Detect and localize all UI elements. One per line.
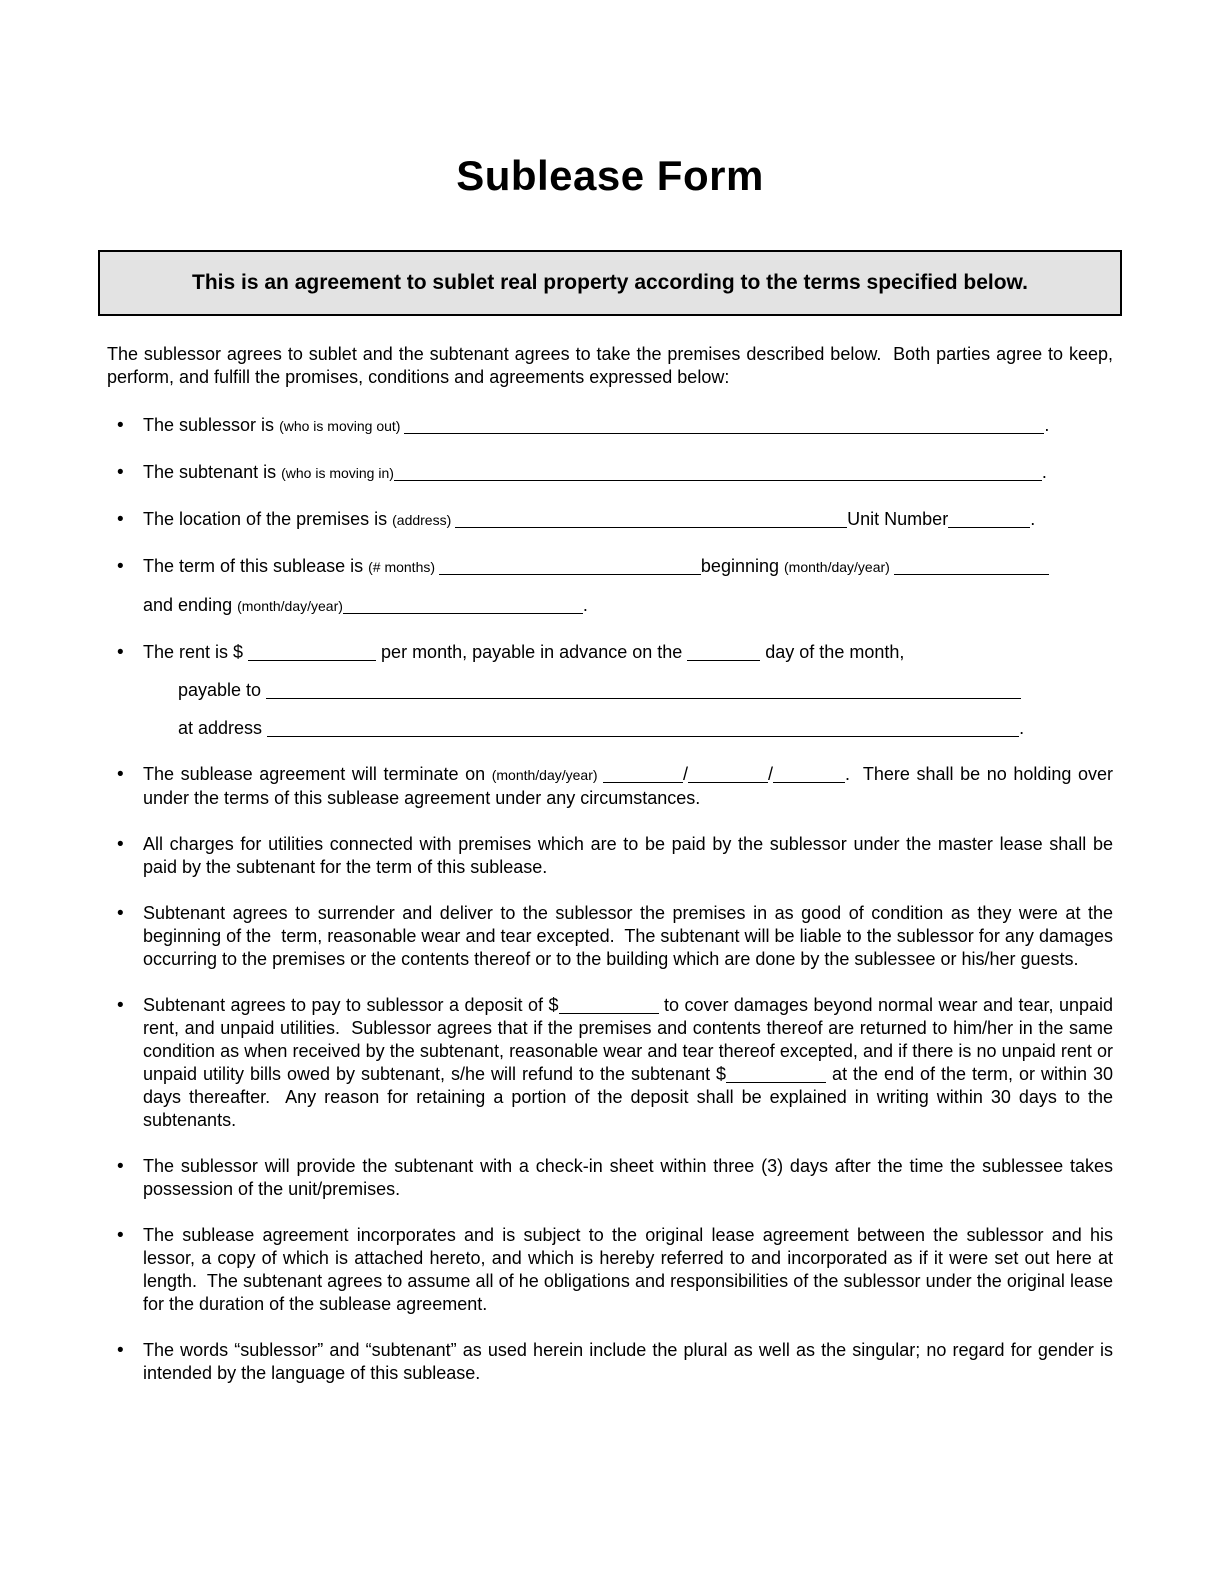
list-item — [107, 902, 1113, 971]
line — [178, 679, 1113, 702]
list-item — [107, 641, 1113, 740]
line — [178, 717, 1113, 740]
fill-in-blank — [559, 999, 659, 1014]
list-item — [107, 833, 1113, 879]
fill-in-blank — [455, 513, 847, 528]
list-item — [107, 555, 1113, 618]
text-run: The sublease agreement will terminate on — [143, 764, 492, 784]
text-run: per month, payable in advance on the — [376, 642, 688, 662]
line — [143, 414, 1113, 438]
line — [143, 1224, 1113, 1316]
text-run: The rent is $ — [143, 642, 249, 662]
list-item — [107, 1224, 1113, 1316]
list-item — [107, 508, 1113, 532]
text-run: at address — [178, 718, 268, 738]
fill-in-blank — [267, 722, 1019, 737]
text-run: The sublease agreement incorporates and is subject to the original lease agreement between the sublessor and his lessor, a copy of which is attached hereto, and which is hereby referred to and incorporated as if it were set out here at length. The subtenant agrees to assume all of he obligations and responsibilities of the sublessor under the original lease for the duration of the sublease agreement. — [143, 1225, 1113, 1314]
intro-paragraph: The sublessor agrees to sublet and the subtenant agrees to take the premises described below. Both parties agree to keep, perform, and fulfill the promises, conditions and agreements expressed below: — [107, 344, 1113, 387]
fill-in-blank — [726, 1068, 826, 1083]
line — [143, 994, 1113, 1132]
text-run: The subtenant is — [143, 462, 282, 482]
text-run: All charges for utilities connected with premises which are to be paid by the sublessor under the master lease shall be paid by the subtenant for the term of this sublease. — [143, 834, 1113, 877]
text-run: to cover damages beyond normal wear and tear, unpaid rent, and unpaid utilities. Sublessor agrees that if the premises and contents thereof are returned to him/her in the same condition as when received by the subtenant, reasonable wear and tear thereof excepted, and if there is no unpaid rent or unpaid utility bills owed by subtenant, s/he will refund to the subtenant $ — [143, 995, 1113, 1084]
fill-in-blank — [687, 646, 760, 661]
list-item — [107, 1339, 1113, 1385]
page-title: Sublease Form — [456, 152, 764, 199]
fill-in-blank — [404, 419, 1044, 434]
list-item — [107, 763, 1113, 810]
text-run: and ending — [143, 595, 238, 615]
text-run: Unit Number — [847, 509, 949, 529]
list-item — [107, 994, 1113, 1132]
fill-in-blank — [439, 560, 701, 575]
list-item — [107, 1155, 1113, 1201]
list-item — [107, 414, 1113, 438]
text-run: Subtenant agrees to surrender and deliver to the sublessor the premises in as good of condition as they were at the beginning of the term, reasonable wear and tear excepted. The subtenant will be liable to the sublessor for any damages occurring to the premises or the contents thereof or to the building which are done by the sublessee or his/her guests. — [143, 903, 1113, 969]
line — [143, 902, 1113, 971]
text-run: The sublessor will provide the subtenant with a check-in sheet within three (3) days after the time the sublessee takes possession of the unit/premises. — [143, 1156, 1113, 1199]
fill-in-blank — [266, 684, 1021, 699]
small-label: (month/day/year) — [491, 767, 604, 783]
line — [143, 555, 1113, 579]
line — [143, 594, 1113, 618]
text-run: beginning — [700, 556, 784, 576]
text-run: The term of this sublease is — [143, 556, 369, 576]
text-run: Subtenant agrees to pay to sublessor a deposit of $ — [143, 995, 559, 1015]
small-label: (month/day/year) — [784, 559, 894, 575]
list-item — [107, 461, 1113, 485]
notice-text: This is an agreement to sublet real property according to the terms specified below. — [192, 271, 1028, 294]
text-run: . — [1030, 509, 1036, 529]
text-run: / — [768, 764, 774, 784]
text-run: payable to — [178, 680, 267, 700]
line — [143, 763, 1113, 810]
text-run: . — [1019, 718, 1025, 738]
text-run: The sublessor is — [143, 415, 280, 435]
small-label: (month/day/year) — [237, 598, 343, 614]
line — [143, 641, 1113, 664]
text-run: . — [1041, 462, 1047, 482]
text-run: . — [1044, 415, 1050, 435]
fill-in-blank — [688, 768, 768, 783]
fill-in-blank — [603, 768, 683, 783]
text-run: The words “sublessor” and “subtenant” as used herein include the plural as well as the singular; no regard for gender is intended by the language of this sublease. — [143, 1340, 1113, 1383]
small-label: (who is moving in) — [281, 465, 394, 481]
fill-in-blank — [894, 560, 1049, 575]
fill-in-blank — [394, 466, 1042, 481]
fill-in-blank — [948, 513, 1030, 528]
line — [143, 1155, 1113, 1201]
line — [143, 508, 1113, 532]
text-run: day of the month, — [760, 642, 905, 662]
line — [143, 833, 1113, 879]
small-label: (who is moving out) — [279, 418, 405, 434]
text-run: The location of the premises is — [143, 509, 393, 529]
text-run: / — [683, 764, 689, 784]
fill-in-blank — [343, 599, 583, 614]
text-run: at the end of the term, or within 30 days thereafter. Any reason for retaining a portion of the deposit shall be explained in writing within 30 days to the subtenants. — [143, 1064, 1114, 1130]
text-run: . — [582, 595, 588, 615]
document-body — [0, 343, 1220, 1385]
small-label: (# months) — [368, 559, 439, 575]
text-run: . There shall be no holding over under the terms of this sublease agreement under any circumstances. — [143, 764, 1113, 808]
small-label: (address) — [392, 512, 456, 528]
fill-in-blank — [248, 646, 376, 661]
line — [143, 461, 1113, 485]
fill-in-blank — [773, 768, 845, 783]
line — [143, 1339, 1113, 1385]
notice-box — [98, 250, 1122, 316]
bullet-list — [98, 414, 1122, 1385]
